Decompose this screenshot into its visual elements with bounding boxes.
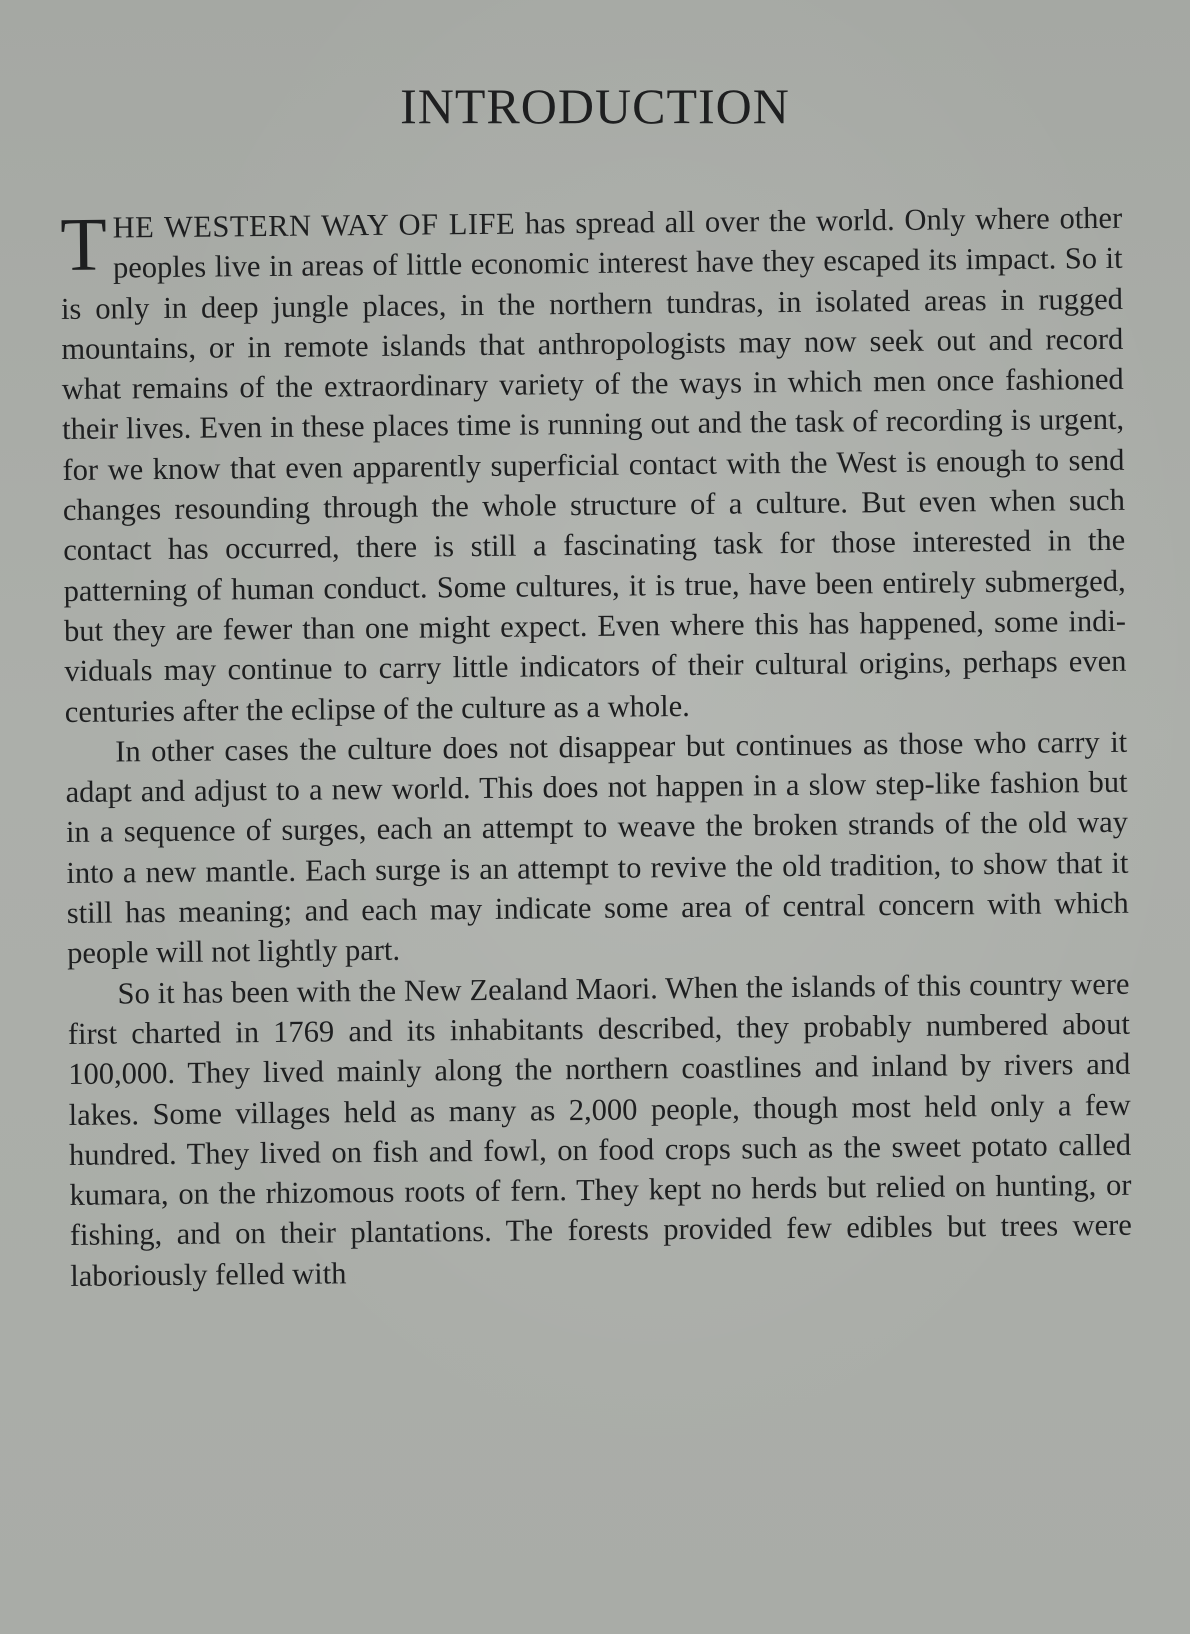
paragraph-1 [60, 198, 1127, 732]
drop-cap: T [59, 202, 108, 287]
paragraph-2: In other cases the culture does not disappear but continues as those who carry it adapt and adjust to a new world. This does not happen in a slow step-like fashion but in a sequence of surges, each an attempt to weave the broken strands of the old way into a new mantle. Each surge is an attempt to revive the old tradition, to show that it still has meaning; and each may indicate some area of central concern with which people will not lightly part. [65, 724, 1129, 971]
body-text [60, 198, 1132, 1296]
page-title: INTRODUCTION [400, 78, 790, 134]
paragraph-3: So it has been with the New Zealand Maori. When the islands of this country were first charted in 1769 and its inhabitants described, they probably numbered about 100,000. They lived mainly along the northern coastlines and inland by rivers and lakes. Some villages held as many as 2,000 people, though most held only a few hundred. They lived on fish and fowl, on food crops such as the sweet potato called kumara, on the rhizomous roots of fern. They kept no herds but relied on hunting, or fishing, and on their plantations. The forests provided few edibles but trees were laboriously felled with [67, 966, 1132, 1293]
paragraph-1-text: has spread all over the world. Only where other peoples live in areas of little economic interest have they escaped its impact. So it is only in deep jungle places, in the northern tundras, in isolated areas in rugged mountains, or in remote islands that anthropologists may now seek out and record what remains of the extraordinary variety of the ways in which men once fashioned their lives. Even in these places time is running out and the task of recording is urgent, for we know that even apparently superficial contact with the West is enough to send changes resounding through the whole structure of a culture. But even when such contact has occurred, there is still a fascinating task for those interested in the patterning of human conduct. Some cultures, it is true, have been entirely submerged, but they are fewer than one might expect. Even where this has happened, some individuals may continue to carry little indicators of their cultural origins, perhaps even centuries after the eclipse of the culture as a whole. [60, 200, 1127, 729]
opening-caps: HE WESTERN WAY OF LIFE [112, 206, 516, 245]
